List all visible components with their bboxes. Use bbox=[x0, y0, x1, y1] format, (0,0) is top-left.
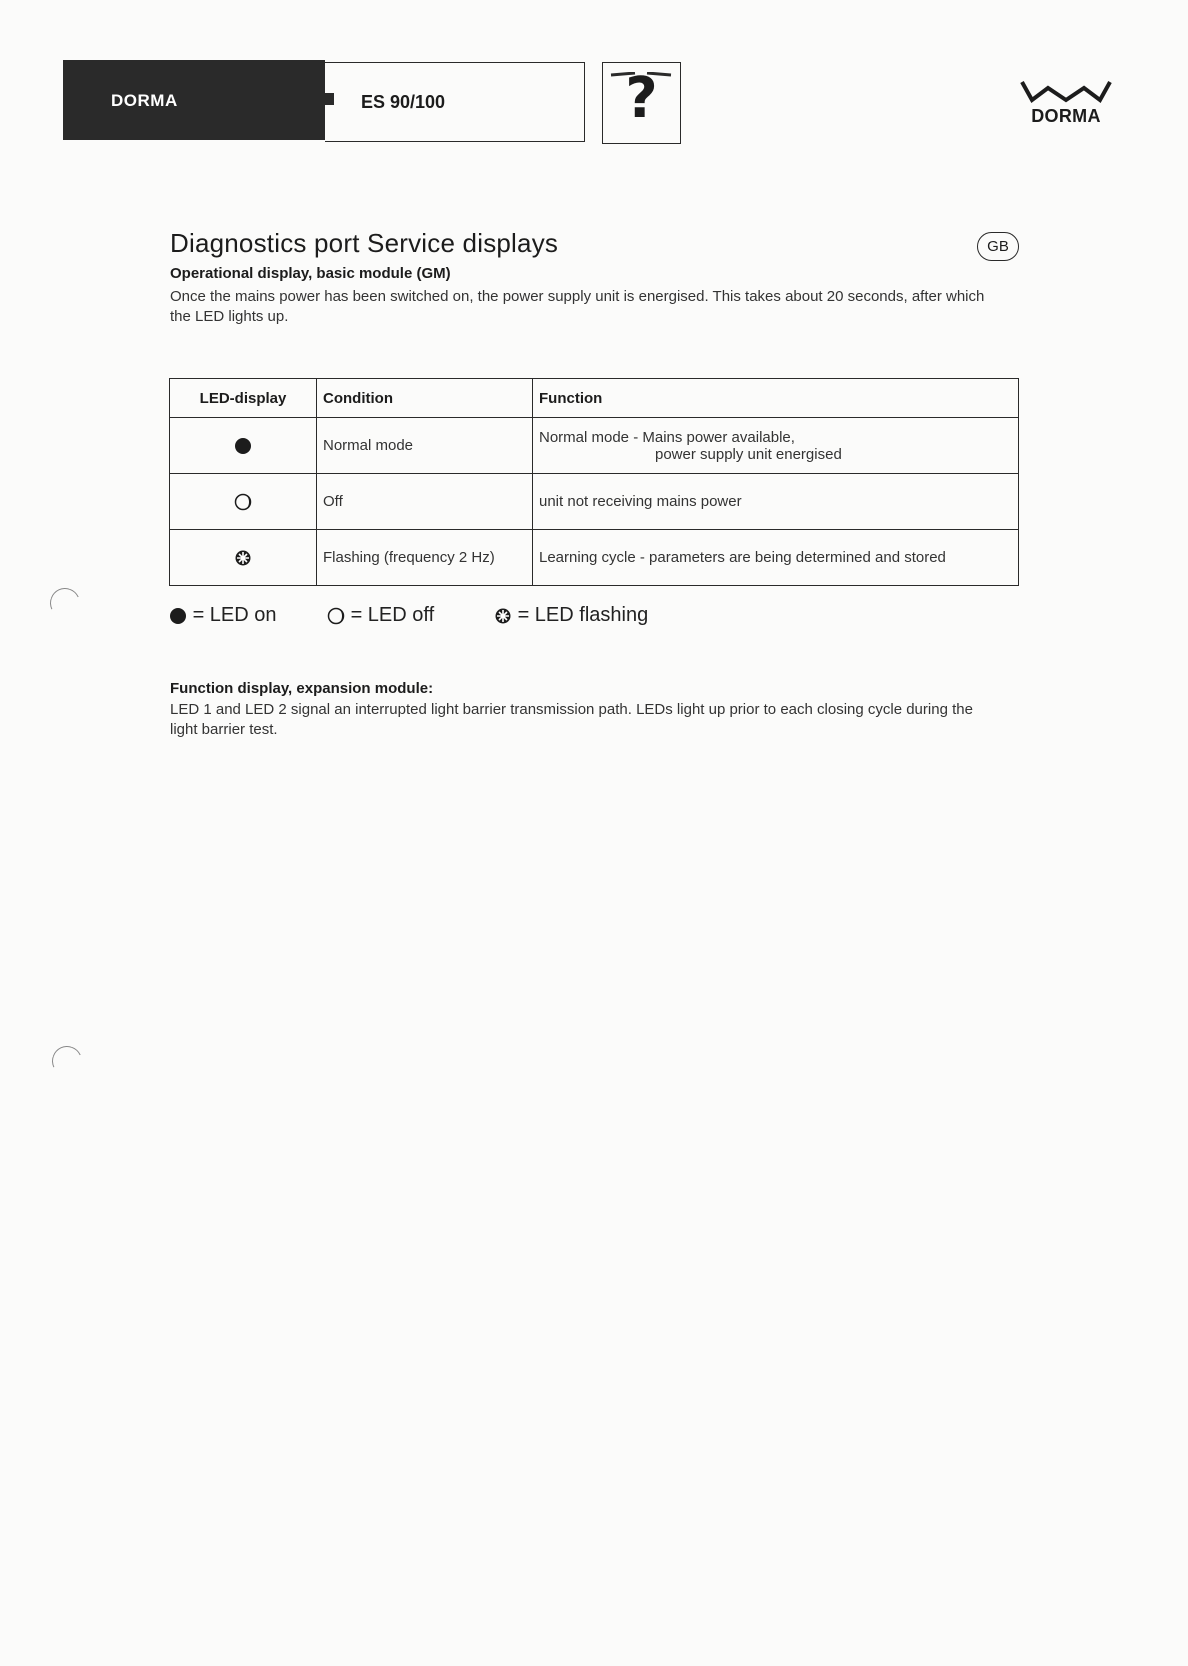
logo-text: DORMA bbox=[1031, 106, 1101, 126]
dorma-logo bbox=[1018, 78, 1114, 128]
legend-led-off bbox=[327, 604, 434, 627]
led-cell bbox=[170, 474, 317, 530]
legend-led-flashing bbox=[494, 604, 648, 627]
function-cell bbox=[533, 418, 1019, 474]
header-condition: Condition bbox=[317, 379, 533, 418]
table-header-row bbox=[170, 379, 1019, 418]
section2-text: LED 1 and LED 2 signal an interrupted light barrier transmission path. LEDs light up prior to each closing cycle during the light barrier test. bbox=[170, 701, 973, 738]
table-row bbox=[170, 530, 1019, 586]
header-brand-block bbox=[63, 60, 325, 140]
function-cell: Learning cycle - parameters are being determined and stored bbox=[533, 530, 1019, 586]
led-cell bbox=[170, 418, 317, 474]
table-row bbox=[170, 418, 1019, 474]
decor-square-icon bbox=[322, 93, 334, 105]
header-model-box bbox=[325, 62, 585, 142]
function-main: Normal mode - Mains power available, bbox=[539, 428, 795, 446]
crown-icon bbox=[1018, 78, 1114, 108]
legend-on-label: = LED on bbox=[192, 604, 277, 627]
led-cell bbox=[170, 530, 317, 586]
section2-heading: Function display, expansion module: bbox=[170, 680, 434, 697]
led-on-icon bbox=[169, 607, 187, 625]
led-off-icon bbox=[234, 493, 252, 511]
country-badge: GB bbox=[977, 232, 1019, 261]
condition-cell: Normal mode bbox=[317, 418, 533, 474]
header-led-display: LED-display bbox=[170, 379, 317, 418]
led-on-icon bbox=[234, 437, 252, 455]
section1-text: Once the mains power has been switched on, the power supply unit is energised. This takes about 20 seconds, after which the LED lights up. bbox=[170, 288, 985, 325]
decor-square-icon bbox=[313, 96, 322, 105]
led-flashing-icon bbox=[234, 549, 252, 567]
punch-hole-mark bbox=[48, 1042, 86, 1080]
condition-cell: Flashing (frequency 2 Hz) bbox=[317, 530, 533, 586]
header-function: Function bbox=[533, 379, 1019, 418]
legend-led-on bbox=[169, 604, 277, 627]
function-sub: power supply unit energised bbox=[655, 445, 842, 463]
model-label: ES 90/100 bbox=[361, 92, 446, 112]
table-row bbox=[170, 474, 1019, 530]
led-flashing-icon bbox=[494, 607, 512, 625]
legend-off-label: = LED off bbox=[350, 604, 435, 627]
legend-flashing-label: = LED flashing bbox=[517, 604, 649, 627]
led-table bbox=[169, 378, 1019, 586]
section1-heading: Operational display, basic module (GM) bbox=[170, 265, 451, 282]
punch-hole-mark bbox=[46, 584, 84, 622]
page-title: Diagnostics port Service displays bbox=[170, 228, 559, 258]
condition-cell: Off bbox=[317, 474, 533, 530]
led-off-icon bbox=[327, 607, 345, 625]
function-cell: unit not receiving mains power bbox=[533, 474, 1019, 530]
question-mark-icon: ? bbox=[602, 62, 681, 144]
brand-label: DORMA bbox=[111, 91, 178, 110]
